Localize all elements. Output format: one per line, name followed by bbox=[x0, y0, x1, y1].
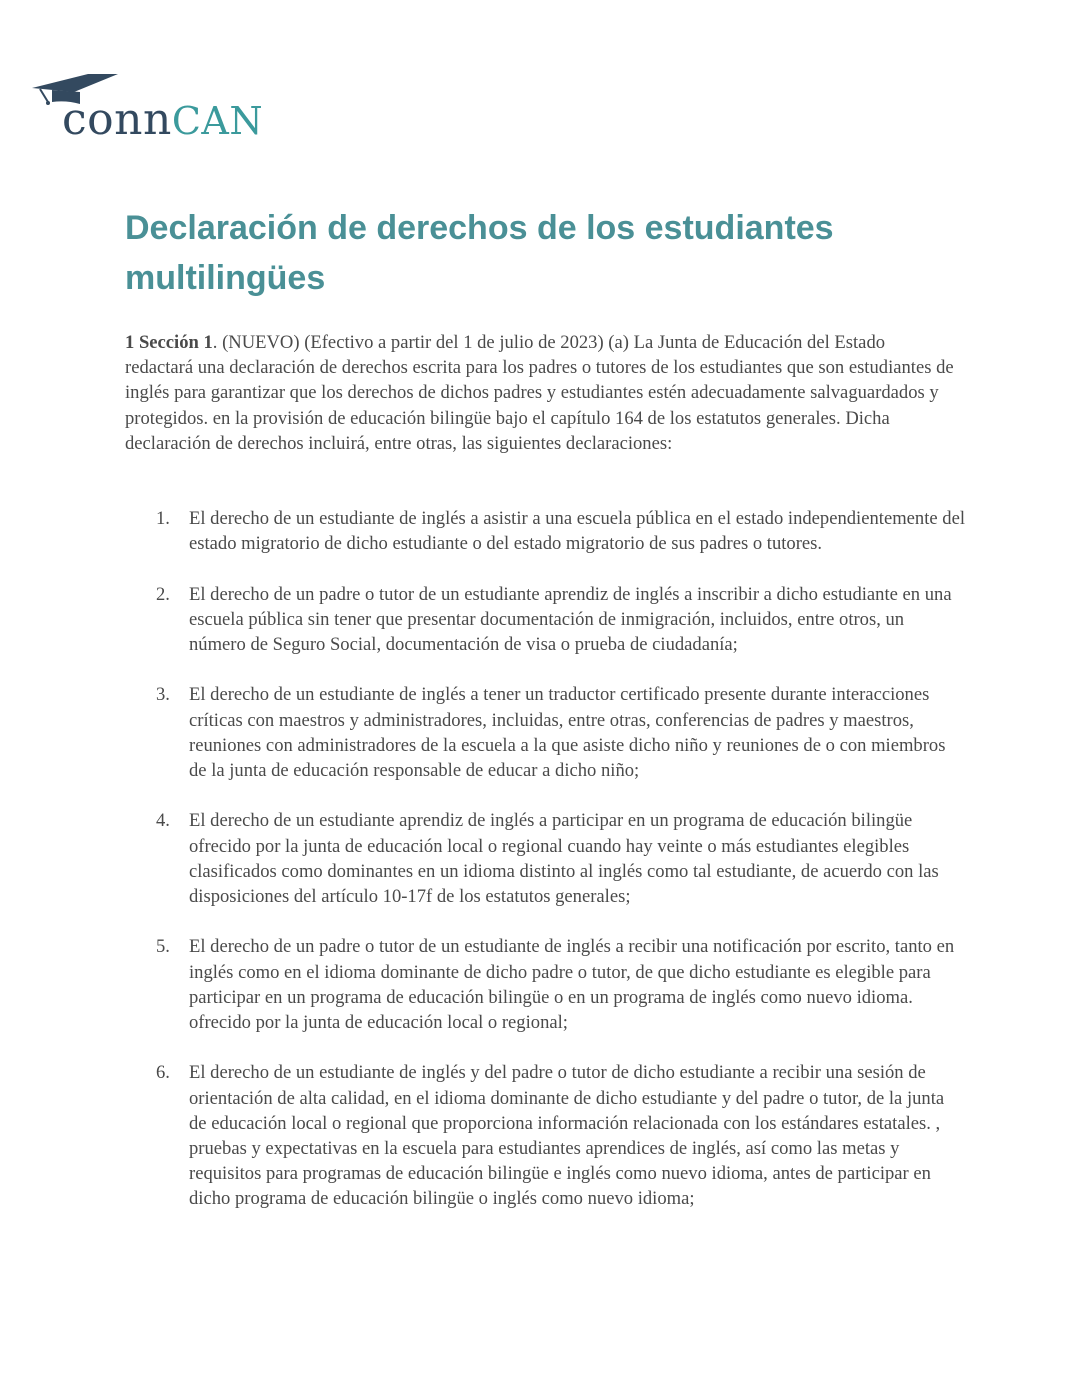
rights-list bbox=[125, 506, 965, 1237]
right-number: 5. bbox=[156, 936, 170, 958]
right-text: El derecho de un estudiante aprendiz de inglés a participar en un programa de educación bilingüe ofrecido por la junta de educación local o regional cuando hay veinte o más estudiantes elegibles clasificados como dominantes en un idioma distinto al inglés como tal estudiante, de acuerdo con las disposiciones del artículo 10-17f de los estatutos generales; bbox=[189, 810, 939, 907]
right-item bbox=[125, 934, 965, 1035]
intro-text: . (NUEVO) (Efectivo a partir del 1 de julio de 2023) (a) La Junta de Educación del Estado redactará una declaración de derechos escrita para los padres o tutores de los estudiantes que son estudiantes de inglés para garantizar que los derechos de dichos padres y estudiantes estén adecuadamente salvaguardados y protegidos. en la provisión de educación bilingüe bajo el capítulo 164 de los estatutos generales. Dicha declaración de derechos incluirá, entre otras, las siguientes declaraciones: bbox=[125, 332, 954, 454]
right-number: 2. bbox=[156, 583, 170, 605]
right-text: El derecho de un estudiante de inglés y del padre o tutor de dicho estudiante a recibir una sesión de orientación de alta calidad, en el idioma dominante de dicho estudiante y del padre o tutor, de la junta de educación local o regional que proporciona información relacionada con los estándares estatales. , pruebas y expectativas en la escuela para estudiantes aprendices de inglés, así como las metas y requisitos para programas de educación bilingüe e inglés como nuevo idioma, antes de participar en dicho programa de educación bilingüe o inglés como nuevo idioma; bbox=[189, 1062, 945, 1210]
right-text: El derecho de un padre o tutor de un estudiante aprendiz de inglés a inscribir a dicho estudiante en una escuela pública sin tener que presentar documentación de inmigración, incluidos, entre otros, un número de Seguro Social, documentación de visa o prueba de ciudadanía; bbox=[189, 583, 952, 655]
right-number: 6. bbox=[156, 1062, 170, 1084]
right-item bbox=[125, 1060, 965, 1211]
right-item bbox=[125, 682, 965, 783]
right-number: 4. bbox=[156, 810, 170, 832]
conncan-logo bbox=[30, 70, 280, 145]
right-number: 3. bbox=[156, 684, 170, 706]
intro-paragraph bbox=[125, 330, 957, 456]
right-item bbox=[125, 506, 965, 556]
logo-conn-text: conn bbox=[62, 94, 172, 145]
right-item bbox=[125, 582, 965, 658]
right-text: El derecho de un estudiante de inglés a asistir a una escuela pública en el estado independientemente del estado migratorio de dicho estudiante o del estado migratorio de sus padres o tutores. bbox=[189, 508, 965, 555]
right-text: El derecho de un estudiante de inglés a tener un traductor certificado presente durante interacciones críticas con maestros y administradores, incluidas, entre otras, conferencias de padres y maestros, reuniones con administradores de la escuela a la que asiste dicho niño y reuniones de o con miembros de la junta de educación responsable de educar a dicho niño; bbox=[189, 684, 946, 781]
right-text: El derecho de un padre o tutor de un estudiante de inglés a recibir una notificación por escrito, tanto en inglés como en el idioma dominante de dicho padre o tutor, de que dicho estudiante es elegible para participar en un programa de educación bilingüe o en un programa de inglés como nuevo idioma. ofrecido por la junta de educación local o regional; bbox=[189, 936, 955, 1033]
logo-wordmark bbox=[62, 90, 263, 151]
logo-can-text: CAN bbox=[171, 99, 264, 143]
section-heading: 1 Sección 1 bbox=[125, 332, 213, 353]
right-item bbox=[125, 808, 965, 909]
page-title: Declaración de derechos de los estudiantes multilingües bbox=[125, 209, 834, 297]
right-number: 1. bbox=[156, 508, 170, 529]
